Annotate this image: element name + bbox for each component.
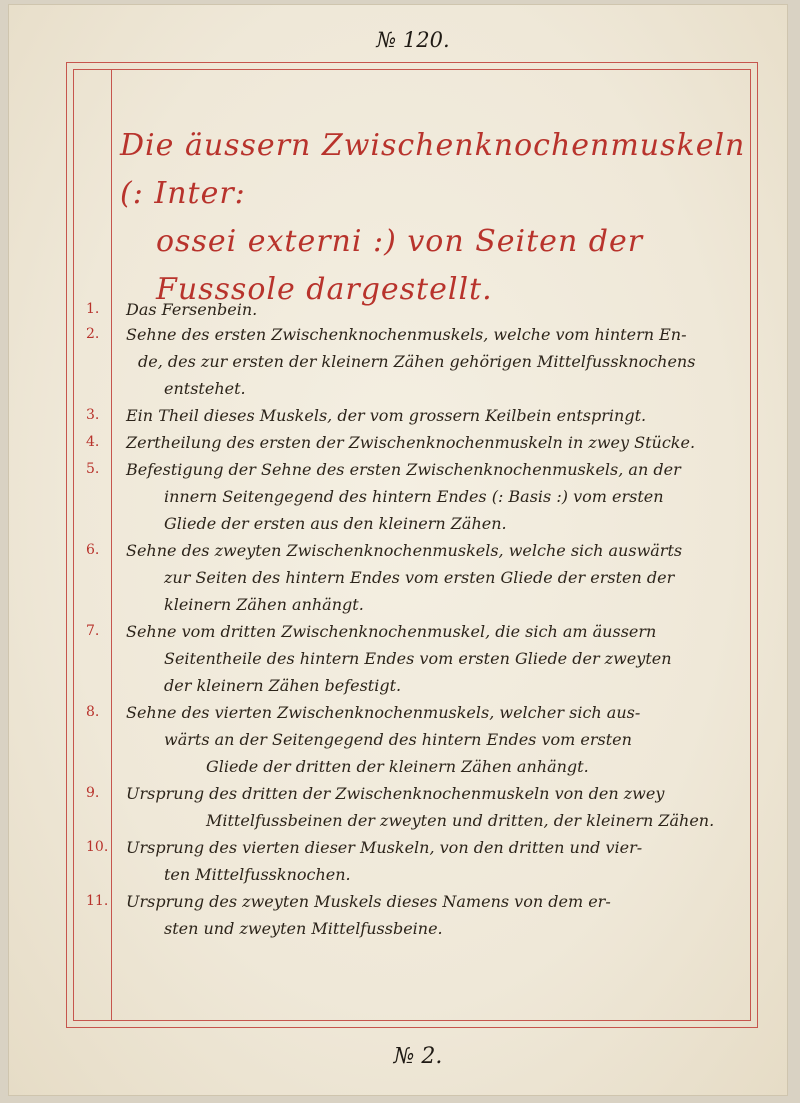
item-text: der kleinern Zähen befestigt. [164, 676, 402, 695]
list-item [78, 456, 750, 537]
item-text: Gliede der ersten aus den kleinern Zähen. [164, 514, 507, 533]
item-number: 3. [86, 407, 100, 423]
item-number: 7. [86, 623, 100, 639]
item-text: Mittelfussbeinen der zweyten und dritten, der kleinern Zähen. [206, 811, 715, 830]
numbered-list [78, 296, 750, 942]
item-number: 11. [86, 893, 109, 909]
title-line-1: Die äussern Zwischenknochenmuskeln (: Inter: [120, 128, 746, 211]
item-text: Gliede der dritten der kleinern Zähen anhängt. [206, 757, 589, 776]
item-number: 5. [86, 461, 100, 477]
item-text: kleinern Zähen anhängt. [164, 595, 364, 614]
title-line-2: ossei externi :) von Seiten der Fusssole dargestellt. [156, 224, 644, 307]
item-text: Sehne des zweyten Zwischenknochenmuskels, welche sich auswärts [126, 541, 683, 560]
item-text: Sehne vom dritten Zwischenknochenmuskel, die sich am äussern [126, 622, 657, 641]
list-item [78, 834, 750, 888]
list-item [78, 296, 750, 323]
list-item [78, 537, 750, 618]
item-number: 4. [86, 434, 100, 450]
manuscript-page [8, 4, 788, 1096]
item-text: Das Fersenbein. [126, 300, 258, 319]
list-item [78, 321, 750, 402]
page-number-bottom: № 2. [393, 1044, 443, 1069]
item-text: Zertheilung des ersten der Zwischenknochenmuskeln in zwey Stücke. [126, 433, 696, 452]
item-number: 6. [86, 542, 100, 558]
item-number: 10. [86, 839, 109, 855]
item-number: 1. [86, 301, 100, 317]
item-text: Befestigung der Sehne des ersten Zwischenknochenmuskels, an der [126, 460, 681, 479]
item-text: wärts an der Seitengegend des hintern Endes vom ersten [164, 730, 632, 749]
item-text: ten Mittelfussknochen. [164, 865, 351, 884]
item-number: 2. [86, 326, 100, 342]
page-title [120, 122, 750, 314]
item-text: Ein Theil dieses Muskels, der vom grossern Keilbein entspringt. [126, 406, 647, 425]
list-item [78, 618, 750, 699]
item-text: entstehet. [164, 379, 246, 398]
item-number: 8. [86, 704, 100, 720]
item-text: sten und zweyten Mittelfussbeine. [164, 919, 443, 938]
item-text: Sehne des vierten Zwischenknochenmuskels, welcher sich aus- [126, 703, 641, 722]
item-text: Ursprung des dritten der Zwischenknochenmuskeln von den zwey [126, 784, 665, 803]
item-text: innern Seitengegend des hintern Endes (: Basis :) vom ersten [164, 487, 664, 506]
list-item [78, 888, 750, 942]
list-item [78, 780, 750, 834]
item-text: Seitentheile des hintern Endes vom ersten Gliede der zweyten [164, 649, 672, 668]
list-item [78, 699, 750, 780]
item-text: de, des zur ersten der kleinern Zähen gehörigen Mittelfussknochens [138, 352, 696, 371]
list-item [78, 402, 750, 429]
item-text: Ursprung des zweyten Muskels dieses Namens von dem er- [126, 892, 611, 911]
item-text: Sehne des ersten Zwischenknochenmuskels, welche vom hintern En- [126, 325, 687, 344]
item-number: 9. [86, 785, 100, 801]
page-number-top: № 120. [376, 28, 450, 52]
item-text: Ursprung des vierten dieser Muskeln, von den dritten und vier- [126, 838, 643, 857]
item-text: zur Seiten des hintern Endes vom ersten Gliede der ersten der [164, 568, 675, 587]
list-item [78, 429, 750, 456]
